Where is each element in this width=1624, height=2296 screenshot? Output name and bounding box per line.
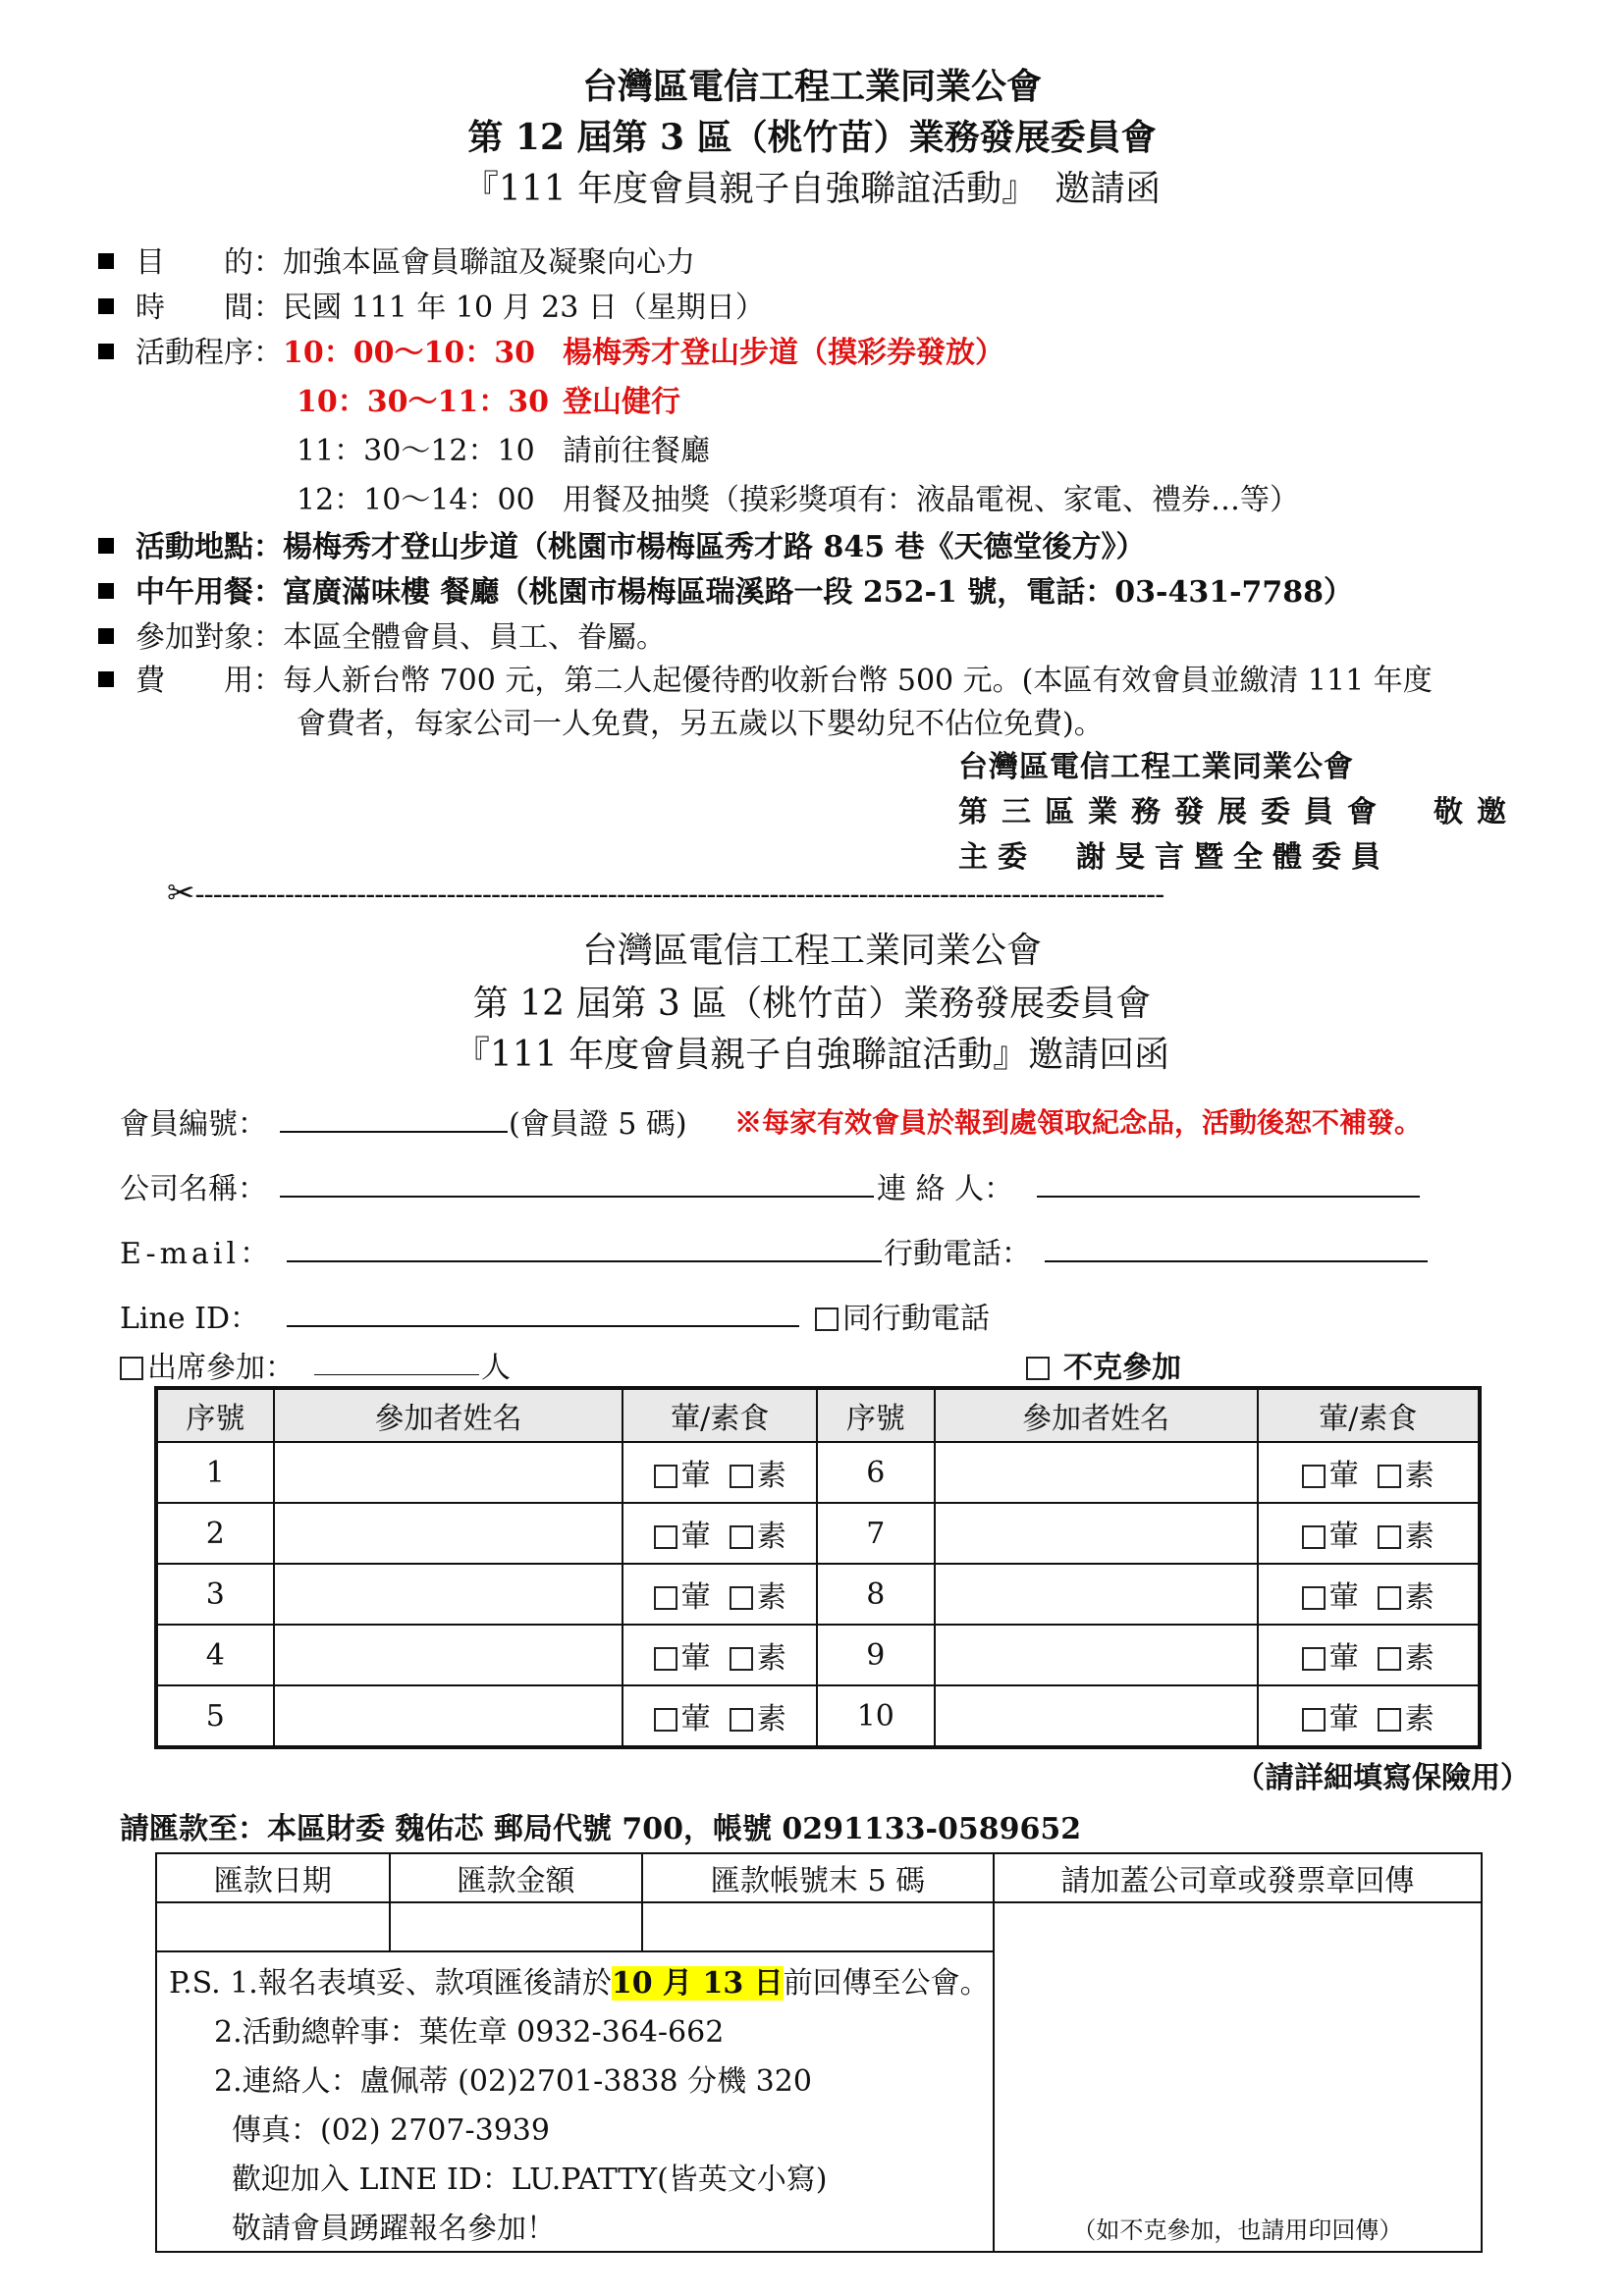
veg-label: 素 <box>1404 1459 1435 1493</box>
line-id-field[interactable] <box>287 1325 799 1327</box>
purpose-label: 目 的： <box>135 245 283 280</box>
meat-label: 葷 <box>1328 1459 1359 1493</box>
ps-line-1 <box>169 1958 990 2002</box>
participants-text: 參加對象：本區全體會員、員工、眷屬。 <box>135 620 666 655</box>
reply-title: 『111 年度會員親子自強聯誼活動』邀請回函 <box>454 1035 1170 1075</box>
name-cell[interactable] <box>274 1625 623 1685</box>
veg-label: 素 <box>756 1702 786 1736</box>
scissors-icon: ✂ <box>167 874 195 913</box>
remit-amount-header: 匯款金額 <box>390 1853 643 1902</box>
attend-label: 出席參加： <box>147 1351 295 1385</box>
program-desc-1: 楊梅秀才登山步道（摸彩券發放） <box>563 336 1004 370</box>
member-no-field[interactable] <box>280 1131 508 1133</box>
row-number: 9 <box>817 1625 935 1685</box>
ps-line-4: 傳真：(02) 2707-3939 <box>232 2113 550 2148</box>
name-cell[interactable] <box>935 1625 1258 1685</box>
remit-input-row <box>156 1902 1482 1951</box>
row-number: 1 <box>156 1442 274 1503</box>
meat-checkbox[interactable] <box>1302 1647 1326 1671</box>
cut-line <box>167 874 1473 913</box>
veg-checkbox[interactable] <box>730 1465 753 1488</box>
member-no-label: 會員編號： <box>120 1107 267 1142</box>
veg-checkbox[interactable] <box>1378 1525 1401 1549</box>
same-mobile-checkbox[interactable] <box>815 1308 839 1331</box>
bullet-icon <box>98 583 114 599</box>
program-item <box>98 328 535 371</box>
insurance-note: （請詳細填寫保險用） <box>1235 1761 1530 1795</box>
diet-cell <box>623 1564 817 1625</box>
veg-checkbox[interactable] <box>730 1708 753 1732</box>
meat-checkbox[interactable] <box>1302 1708 1326 1732</box>
fee-item <box>98 656 1433 699</box>
meat-checkbox[interactable] <box>654 1647 677 1671</box>
participants-table <box>154 1386 1482 1749</box>
diet-cell <box>1258 1564 1480 1625</box>
signature-chair: 主委 謝旻言暨全體委員 <box>958 840 1390 875</box>
name-cell[interactable] <box>935 1442 1258 1503</box>
diet-cell <box>623 1442 817 1503</box>
program-desc-3: 請前往餐廳 <box>563 434 710 468</box>
remit-date-cell[interactable] <box>156 1902 390 1951</box>
table-row <box>156 1564 1480 1625</box>
lunch-item <box>98 567 1353 611</box>
ps-line-2: 2.活動總幹事：葉佐章 0932-364-662 <box>214 2015 725 2050</box>
mobile-field[interactable] <box>1045 1260 1428 1262</box>
meat-label: 葷 <box>1328 1580 1359 1615</box>
ps-line-6: 敬請會員踴躍報名參加！ <box>232 2212 556 2246</box>
fee-label: 費 用： <box>135 664 283 698</box>
decline-checkbox[interactable] <box>1026 1357 1050 1380</box>
table-row <box>156 1625 1480 1685</box>
meat-label: 葷 <box>680 1641 711 1676</box>
name-cell[interactable] <box>935 1503 1258 1564</box>
table-row <box>156 1503 1480 1564</box>
name-cell[interactable] <box>274 1564 623 1625</box>
col-header-name: 參加者姓名 <box>274 1388 623 1442</box>
veg-label: 素 <box>1404 1580 1435 1615</box>
col-header-diet: 葷/素食 <box>623 1388 817 1442</box>
veg-checkbox[interactable] <box>1378 1708 1401 1732</box>
program-desc-4: 用餐及抽獎（摸彩獎項有：液晶電視、家電、禮券…等） <box>563 483 1299 517</box>
remit-header-row <box>156 1853 1482 1902</box>
bullet-icon <box>98 253 114 269</box>
table-row <box>156 1442 1480 1503</box>
bullet-icon <box>98 671 114 687</box>
table-header-row <box>156 1388 1480 1442</box>
veg-checkbox[interactable] <box>730 1647 753 1671</box>
name-cell[interactable] <box>935 1564 1258 1625</box>
program-time-1: 10：00～10：30 <box>283 336 535 370</box>
diet-cell <box>1258 1625 1480 1685</box>
meat-checkbox[interactable] <box>1302 1586 1326 1610</box>
ps-line-5: 歡迎加入 LINE ID：LU.PATTY(皆英文小寫) <box>232 2163 828 2197</box>
meat-label: 葷 <box>680 1702 711 1736</box>
meat-label: 葷 <box>680 1520 711 1554</box>
attend-unit: 人 <box>481 1351 511 1385</box>
veg-checkbox[interactable] <box>1378 1465 1401 1488</box>
attend-option[interactable] <box>120 1343 295 1386</box>
col-header-name: 參加者姓名 <box>935 1388 1258 1442</box>
email-label: E-mail： <box>120 1237 274 1271</box>
program-time-4: 12：10～14：00 <box>297 483 535 517</box>
ps1-pre: P.S. 1.報名表填妥、款項匯後請於 <box>169 1966 612 2001</box>
diet-cell <box>1258 1503 1480 1564</box>
remit-account-header: 匯款帳號末 5 碼 <box>642 1853 993 1902</box>
meat-label: 葷 <box>1328 1702 1359 1736</box>
veg-label: 素 <box>1404 1520 1435 1554</box>
diet-cell <box>1258 1685 1480 1747</box>
veg-label: 素 <box>756 1580 786 1615</box>
contact-field[interactable] <box>1037 1196 1420 1198</box>
name-cell[interactable] <box>274 1503 623 1564</box>
time-label: 時 間： <box>135 291 283 325</box>
meat-label: 葷 <box>1328 1641 1359 1676</box>
purpose-text: 加強本區會員聯誼及凝聚向心力 <box>283 245 695 280</box>
meat-label: 葷 <box>680 1459 711 1493</box>
signature-org: 台灣區電信工程工業同業公會 <box>958 750 1354 784</box>
same-mobile-option[interactable] <box>815 1294 990 1337</box>
row-number: 5 <box>156 1685 274 1747</box>
bullet-icon <box>98 344 114 359</box>
diet-cell <box>623 1625 817 1685</box>
reply-org: 台灣區電信工程工業同業公會 <box>581 931 1042 971</box>
same-mobile-label: 同行動電話 <box>842 1302 990 1336</box>
decline-option[interactable] <box>1026 1343 1181 1386</box>
meat-checkbox[interactable] <box>654 1708 677 1732</box>
fee-text-2: 會費者，每家公司一人免費，另五歲以下嬰幼兒不佔位免費)。 <box>297 707 1104 741</box>
location-text: 活動地點：楊梅秀才登山步道（桃園市楊梅區秀才路 845 巷《天德堂後方》） <box>135 530 1146 564</box>
company-label: 公司名稱： <box>120 1172 267 1206</box>
meat-label: 葷 <box>680 1580 711 1615</box>
col-header-no: 序號 <box>156 1388 274 1442</box>
veg-label: 素 <box>756 1641 786 1676</box>
mobile-label: 行動電話： <box>884 1237 1031 1271</box>
row-number: 7 <box>817 1503 935 1564</box>
col-header-no: 序號 <box>817 1388 935 1442</box>
purpose-item <box>98 238 695 281</box>
time-item <box>98 283 765 326</box>
ps1-date: 10 月 13 日 <box>611 1966 784 2001</box>
contact-label: 連 絡 人： <box>877 1172 1014 1206</box>
veg-label: 素 <box>756 1459 786 1493</box>
veg-checkbox[interactable] <box>1378 1586 1401 1610</box>
remit-table <box>155 1852 1483 2253</box>
bullet-icon <box>98 628 114 644</box>
row-number: 4 <box>156 1625 274 1685</box>
location-item <box>98 522 1146 565</box>
participants-item <box>98 613 666 656</box>
table-row <box>156 1685 1480 1747</box>
remit-amount-cell[interactable] <box>390 1902 643 1951</box>
veg-label: 素 <box>756 1520 786 1554</box>
meat-checkbox[interactable] <box>1302 1525 1326 1549</box>
remit-date-header: 匯款日期 <box>156 1853 390 1902</box>
meat-checkbox[interactable] <box>654 1525 677 1549</box>
fee-text-1: 每人新台幣 700 元，第二人起優待酌收新台幣 500 元。(本區有效會員並繳清 111 年度 <box>283 664 1433 698</box>
decline-label: 不克參加 <box>1063 1351 1181 1385</box>
name-cell[interactable] <box>935 1685 1258 1747</box>
row-number: 2 <box>156 1503 274 1564</box>
email-field[interactable] <box>287 1260 882 1262</box>
signature-committee: 第三區業務發展委員會 敬邀 <box>958 795 1520 829</box>
name-cell[interactable] <box>274 1442 623 1503</box>
meat-checkbox[interactable] <box>654 1586 677 1610</box>
row-number: 10 <box>817 1685 935 1747</box>
ps-cell <box>156 1951 994 2252</box>
member-note: ※每家有效會員於報到處領取紀念品，活動後恕不補發。 <box>734 1106 1423 1139</box>
lunch-text: 中午用餐：富廣滿味樓 餐廳（桃園市楊梅區瑞溪路一段 252-1 號，電話：03-431-7788） <box>135 575 1354 610</box>
program-time-3: 11：30～12：10 <box>297 434 535 468</box>
veg-checkbox[interactable] <box>1378 1647 1401 1671</box>
diet-cell <box>623 1503 817 1564</box>
dashed-line: ------------------------------------------------------------------------------------------------------------ <box>194 878 1164 912</box>
veg-checkbox[interactable] <box>730 1586 753 1610</box>
attend-count-field[interactable] <box>314 1374 479 1375</box>
bullet-icon <box>98 538 114 554</box>
remit-account-cell[interactable] <box>642 1902 993 1951</box>
stamp-note: （如不克參加，也請用印回傳） <box>1072 2216 1403 2244</box>
row-number: 3 <box>156 1564 274 1625</box>
meat-checkbox[interactable] <box>654 1465 677 1488</box>
remit-instruction: 請匯款至：本區財委 魏佑芯 郵局代號 700，帳號 0291133-0589652 <box>120 1812 1082 1846</box>
program-time-2: 10：30～11：30 <box>297 385 549 419</box>
diet-cell <box>1258 1442 1480 1503</box>
veg-label: 素 <box>1404 1641 1435 1676</box>
company-field[interactable] <box>280 1196 874 1198</box>
program-desc-2: 登山健行 <box>563 385 680 419</box>
header-title: 『111 年度會員親子自強聯誼活動』 邀請函 <box>462 169 1162 209</box>
header-committee: 第 12 屆第 3 區（桃竹苗）業務發展委員會 <box>467 117 1157 158</box>
stamp-header: 請加蓋公司章或發票章回傳 <box>994 1853 1482 1902</box>
program-label: 活動程序： <box>135 336 283 370</box>
header-org: 台灣區電信工程工業同業公會 <box>581 66 1042 107</box>
reply-committee: 第 12 屆第 3 區（桃竹苗）業務發展委員會 <box>472 984 1152 1024</box>
stamp-cell[interactable] <box>994 1902 1482 2252</box>
time-text: 民國 111 年 10 月 23 日（星期日） <box>283 291 765 325</box>
member-no-hint: (會員證 5 碼) <box>509 1107 687 1142</box>
col-header-diet: 葷/素食 <box>1258 1388 1480 1442</box>
veg-label: 素 <box>1404 1702 1435 1736</box>
meat-label: 葷 <box>1328 1520 1359 1554</box>
ps1-post: 前回傳至公會。 <box>783 1966 990 2001</box>
diet-cell <box>623 1685 817 1747</box>
attend-checkbox[interactable] <box>120 1357 143 1380</box>
row-number: 8 <box>817 1564 935 1625</box>
bullet-icon <box>98 298 114 314</box>
meat-checkbox[interactable] <box>1302 1465 1326 1488</box>
veg-checkbox[interactable] <box>730 1525 753 1549</box>
row-number: 6 <box>817 1442 935 1503</box>
line-id-label: Line ID： <box>120 1302 260 1336</box>
name-cell[interactable] <box>274 1685 623 1747</box>
ps-line-3: 2.連絡人：盧佩蒂 (02)2701-3838 分機 320 <box>214 2064 812 2099</box>
